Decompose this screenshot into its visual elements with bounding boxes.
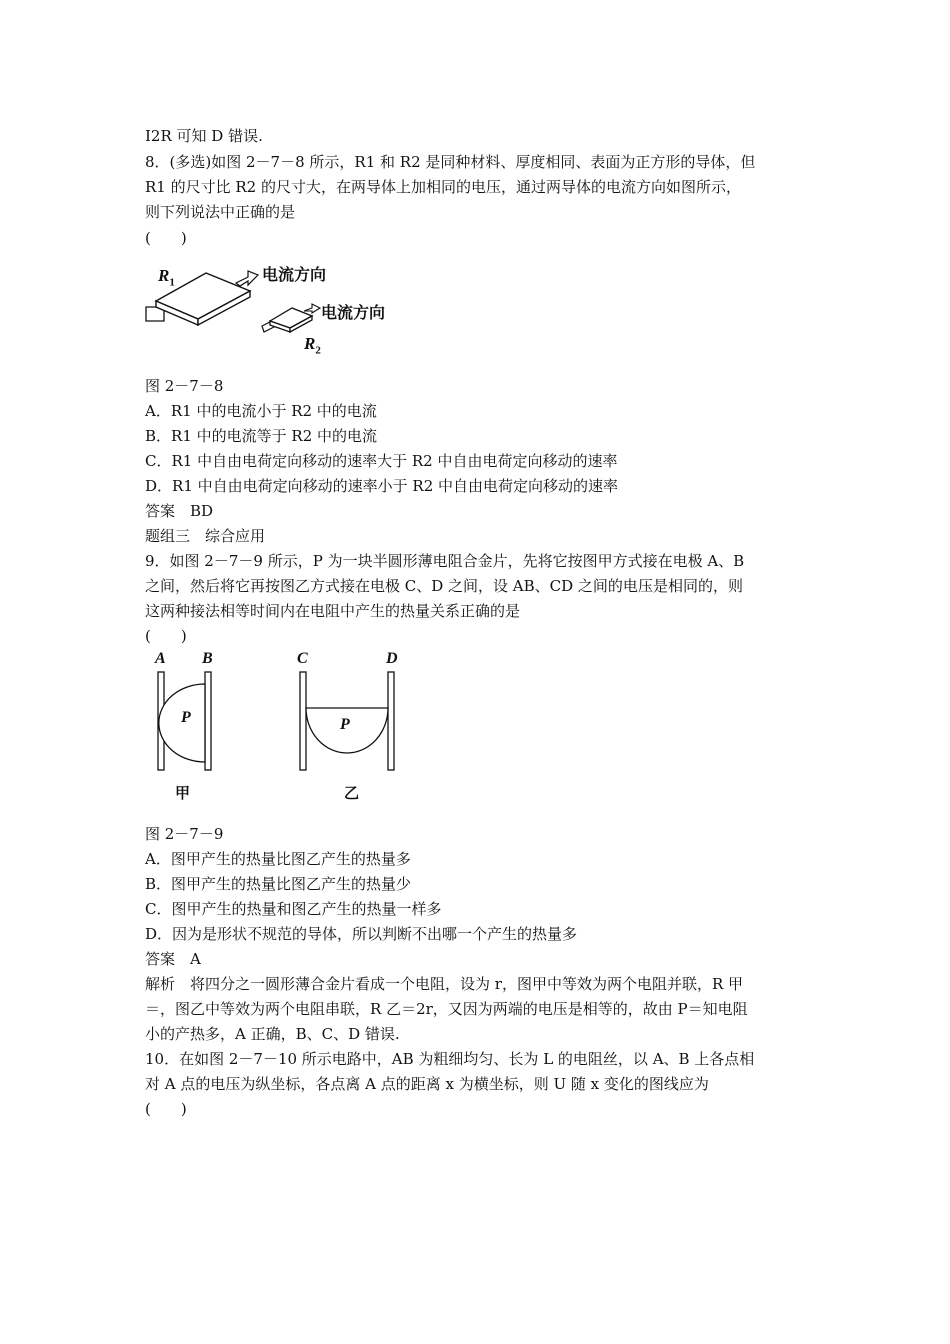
current-direction-label-1: 电流方向 <box>262 265 327 284</box>
figure-caption: 图 2－7－9 <box>145 825 224 843</box>
option-c: C．R1 中自由电荷定向移动的速率大于 R2 中自由电荷定向移动的速率 <box>145 452 618 470</box>
answer-line: 答案 BD <box>145 502 214 520</box>
question-10-stem: 10．在如图 2－7－10 所示电路中，AB 为粗细均匀、长为 L 的电阻丝，以 A、B 上各点相 <box>145 1050 755 1068</box>
analysis-line: 小的产热多，A 正确，B、C、D 错误. <box>145 1025 400 1043</box>
section-heading: 题组三 综合应用 <box>145 527 266 545</box>
label-a: A <box>155 650 166 667</box>
r2-label: $R_2$ <box>304 334 321 357</box>
r1-label: $R_1$ <box>158 266 175 289</box>
option-b: B．R1 中的电流等于 R2 中的电流 <box>145 427 378 445</box>
electrode-d <box>388 672 394 770</box>
text-line: 对 A 点的电压为纵坐标，各点离 A 点的距离 x 为横坐标，则 U 随 x 变化的图线应为 <box>145 1075 709 1093</box>
question-9-stem: 9．如图 2－7－9 所示，P 为一块半圆形薄电阻合金片，先将它按图甲方式接在电极 A、B <box>145 552 745 570</box>
question-8-stem: 8．(多选)如图 2－7－8 所示，R1 和 R2 是同种材料、厚度相同、表面为正方形的导体，但 <box>145 153 756 171</box>
label-p-jia: P <box>181 709 191 726</box>
text-line: 这两种接法相等时间内在电阻中产生的热量关系正确的是 <box>145 602 521 620</box>
label-p-yi: P <box>340 716 350 733</box>
option-d: D．因为是形状不规范的导体，所以判断不出哪一个产生的热量多 <box>145 925 578 943</box>
electrode-c <box>300 672 306 770</box>
text-line: I2R 可知 D 错误. <box>145 127 263 145</box>
text-line: 之间，然后将它再按图乙方式接在电极 C、D 之间，设 AB、CD 之间的电压是相同的，则 <box>145 577 743 595</box>
text-line: 则下列说法中正确的是 <box>145 203 296 221</box>
answer-blank: ( ) <box>145 1100 187 1118</box>
caption-jia: 甲 <box>175 784 191 802</box>
label-d: D <box>386 650 398 667</box>
answer-blank: ( ) <box>145 229 187 247</box>
label-b: B <box>202 650 213 667</box>
option-c: C．图甲产生的热量和图乙产生的热量一样多 <box>145 900 442 918</box>
answer-blank: ( ) <box>145 627 187 645</box>
caption-yi: 乙 <box>344 784 360 802</box>
text-line: R1 的尺寸比 R2 的尺寸大，在两导体上加相同的电压，通过两导体的电流方向如图所示， <box>145 178 741 196</box>
r2-current-arrow-icon <box>304 304 320 313</box>
option-a: A．图甲产生的热量比图乙产生的热量多 <box>145 850 411 868</box>
answer-line: 答案 A <box>145 950 201 968</box>
option-a: A．R1 中的电流小于 R2 中的电流 <box>145 402 377 420</box>
r1-current-arrow-icon <box>236 271 258 286</box>
electrode-b <box>205 672 211 770</box>
current-direction-label-2: 电流方向 <box>321 303 386 322</box>
label-c: C <box>297 650 308 667</box>
analysis-line: 解析 将四分之一圆形薄合金片看成一个电阻，设为 r，图甲中等效为两个电阻并联，R 甲 <box>145 975 744 993</box>
option-b: B．图甲产生的热量比图乙产生的热量少 <box>145 875 412 893</box>
option-d: D．R1 中自由电荷定向移动的速率小于 R2 中自由电荷定向移动的速率 <box>145 477 619 495</box>
figure-caption: 图 2－7－8 <box>145 377 224 395</box>
analysis-line: ＝，图乙中等效为两个电阻串联，R 乙＝2r，又因为两端的电压是相等的，故由 P＝知电阻 <box>145 1000 748 1018</box>
